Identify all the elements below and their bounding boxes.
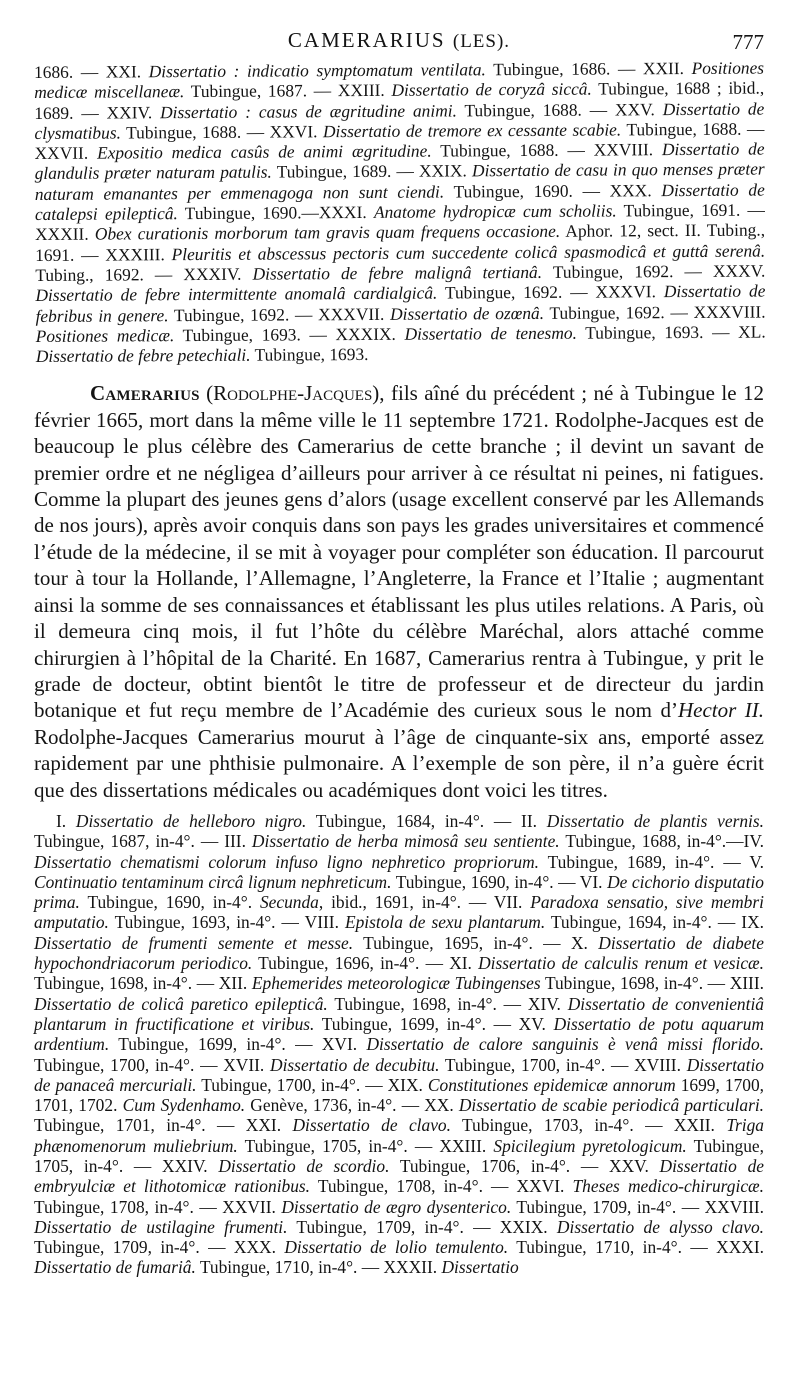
document-page xyxy=(34,20,764,1278)
biography-paragraph xyxy=(34,380,764,803)
running-head xyxy=(34,20,764,60)
bibliography-continued-paragraph: 1686. — XXI. Dissertatio : indicatio symptomatum ventilata. Tubingue, 1686. — XXII. Positiones medicæ miscellaneæ. Tubingue, 1687. — XXIII. Dissertatio de coryzâ siccâ. Tubingue, 1688 ; ibid., 1689. — XXIV. Dissertatio : casus de ægritudine animi. Tubingue, 1688. — XXV. Dissertatio de clysmatibus. Tubingue, 1688. — XXVI. Dissertatio de tremore ex cessante scabie. Tubingue, 1688. — XXVII. Expositio medica casûs de animi ægritudine. Tubingue, 1688. — XXVIII. Dissertatio de glandulis præter naturam patulis. Tubingue, 1689. — XXIX. Dissertatio de casu in quo menses præter naturam emanantes per emmenagoga non sunt ciendi. Tubingue, 1690. — XXX. Dissertatio de catalepsi epilepticâ. Tubingue, 1690.—XXXI. Anatome hydropicæ cum scholiis. Tubingue, 1691. — XXXII. Obex curationis morborum tam gravis quam frequens occasione. Aphor. 12, sect. II. Tubing., 1691. — XXXIII. Pleuritis et abscessus pectoris cum succedente colicâ spasmodicâ et guttâ serenâ. Tubing., 1692. — XXXIV. Dissertatio de febre malignâ tertianâ. Tubingue, 1692. — XXXV. Dissertatio de febre intermittente anomalâ cardialgicâ. Tubingue, 1692. — XXXVI. Dissertatio de febribus in genere. Tubingue, 1692. — XXXVII. Dissertatio de ozœnâ. Tubingue, 1692. — XXXVIII. Positiones medicæ. Tubingue, 1693. — XXXIX. Dissertatio de tenesmo. Tubingue, 1693. — XL. Dissertatio de febre petechiali. Tubingue, 1693. xyxy=(34,57,766,367)
entry-fullname: (Rodolphe-Jacques), xyxy=(206,381,385,406)
running-title-suffix: (LES). xyxy=(452,31,511,52)
dissertations-list-paragraph: I. Dissertatio de helleboro nigro. Tubingue, 1684, in-4°. — II. Dissertatio de plantis vernis. Tubingue, 1687, in-4°. — III. Dissertatio de herba mimosâ seu sentiente. Tubingue, 1688, in-4°.—IV. Dissertatio chematismi colorum infuso ligno nephretico propriorum. Tubingue, 1689, in-4°. — V. Continuatio tentaminum circâ lignum nephreticum. Tubingue, 1690, in-4°. — VI. De cichorio disputatio prima. Tubingue, 1690, in-4°. Secunda, ibid., 1691, in-4°. — VII. Paradoxa sensatio, sive membri amputatio. Tubingue, 1693, in-4°. — VIII. Epistola de sexu plantarum. Tubingue, 1694, in-4°. — IX. Dissertatio de frumenti semente et messe. Tubingue, 1695, in-4°. — X. Dissertatio de diabete hypochondriacorum periodico. Tubingue, 1696, in-4°. — XI. Dissertatio de calculis renum et vesicæ. Tubingue, 1698, in-4°. — XII. Ephemerides meteorologicæ Tubingenses Tubingue, 1698, in-4°. — XIII. Dissertatio de colicâ paretico epilepticâ. Tubingue, 1698, in-4°. — XIV. Dissertatio de convenientiâ plantarum in fructificatione et viribus. Tubingue, 1699, in-4°. — XV. Dissertatio de potu aquarum ardentium. Tubingue, 1699, in-4°. — XVI. Dissertatio de calore sanguinis è venâ missi florido. Tubingue, 1700, in-4°. — XVII. Dissertatio de decubitu. Tubingue, 1700, in-4°. — XVIII. Dissertatio de panaceâ mercuriali. Tubingue, 1700, in-4°. — XIX. Constitutiones epidemicæ annorum 1699, 1700, 1701, 1702. Cum Sydenhamo. Genève, 1736, in-4°. — XX. Dissertatio de scabie periodicâ particulari. Tubingue, 1701, in-4°. — XXI. Dissertatio de clavo. Tubingue, 1703, in-4°. — XXII. Triga phænomenorum muliebrium. Tubingue, 1705, in-4°. — XXIII. Spicilegium pyretologicum. Tubingue, 1705, in-4°. — XXIV. Dissertatio de scordio. Tubingue, 1706, in-4°. — XXV. Dissertatio de embryulciæ et lithotomicæ rationibus. Tubingue, 1708, in-4°. — XXVI. Theses medico-chirurgicæ. Tubingue, 1708, in-4°. — XXVII. Dissertatio de ægro dysenterico. Tubingue, 1709, in-4°. — XXVIII. Dissertatio de ustilagine frumenti. Tubingue, 1709, in-4°. — XXIX. Dissertatio de alysso clavo. Tubingue, 1709, in-4°. — XXX. Dissertatio de lolio temulento. Tubingue, 1710, in-4°. — XXXI. Dissertatio de fumariâ. Tubingue, 1710, in-4°. — XXXII. Dissertatio xyxy=(34,810,765,1278)
page-number: 777 xyxy=(732,30,764,54)
running-title-main: CAMERARIUS xyxy=(287,28,446,52)
biography-text: fils aîné du précédent ; né à Tubingue le 12 février 1665, mort dans la même ville le 11 septembre 1721. Rodolphe-Jacques est de beaucoup le plus célèbre des Camerarius de cette branche ; il devint un savant de premier ordre et ne négligea d’ailleurs pour arriver à ce résultat ni peines, ni fatigues. Comme la plupart des jeunes gens d’alors (usage excellent conservé par les Allemands de nos jours), après avoir conquis dans son pays les grades universitaires et commencé l’étude de la médecine, il se mit à voyager pour compléter son éducation. Il parcourut tour à tour la Hollande, l’Allemagne, l’Angleterre, la France et l’Italie ; augmentant ainsi la somme de ses connaissances et établissant les plus utiles relations. A Paris, où il demeura cinq mois, il fut l’hôte du célèbre Maréchal, alors attaché comme chirurgien à l’hôpital de la Charité. En 1687, Camerarius rentra à Tubingue, y prit le grade de docteur, obtint bientôt le titre de professeur et de directeur du jardin botanique et fut reçu membre de l’Académie des curieux sous le nom d’Hector II. Rodolphe-Jacques Camerarius mourut à l’âge de cinquante-six ans, emporté assez rapidement par une phthisie pulmonaire. A l’exemple de son père, il n’a guère écrit que des dissertations médicales ou académiques dont voici les titres. xyxy=(34,381,764,802)
running-title xyxy=(34,28,764,53)
entry-headword: Camerarius xyxy=(90,381,200,406)
